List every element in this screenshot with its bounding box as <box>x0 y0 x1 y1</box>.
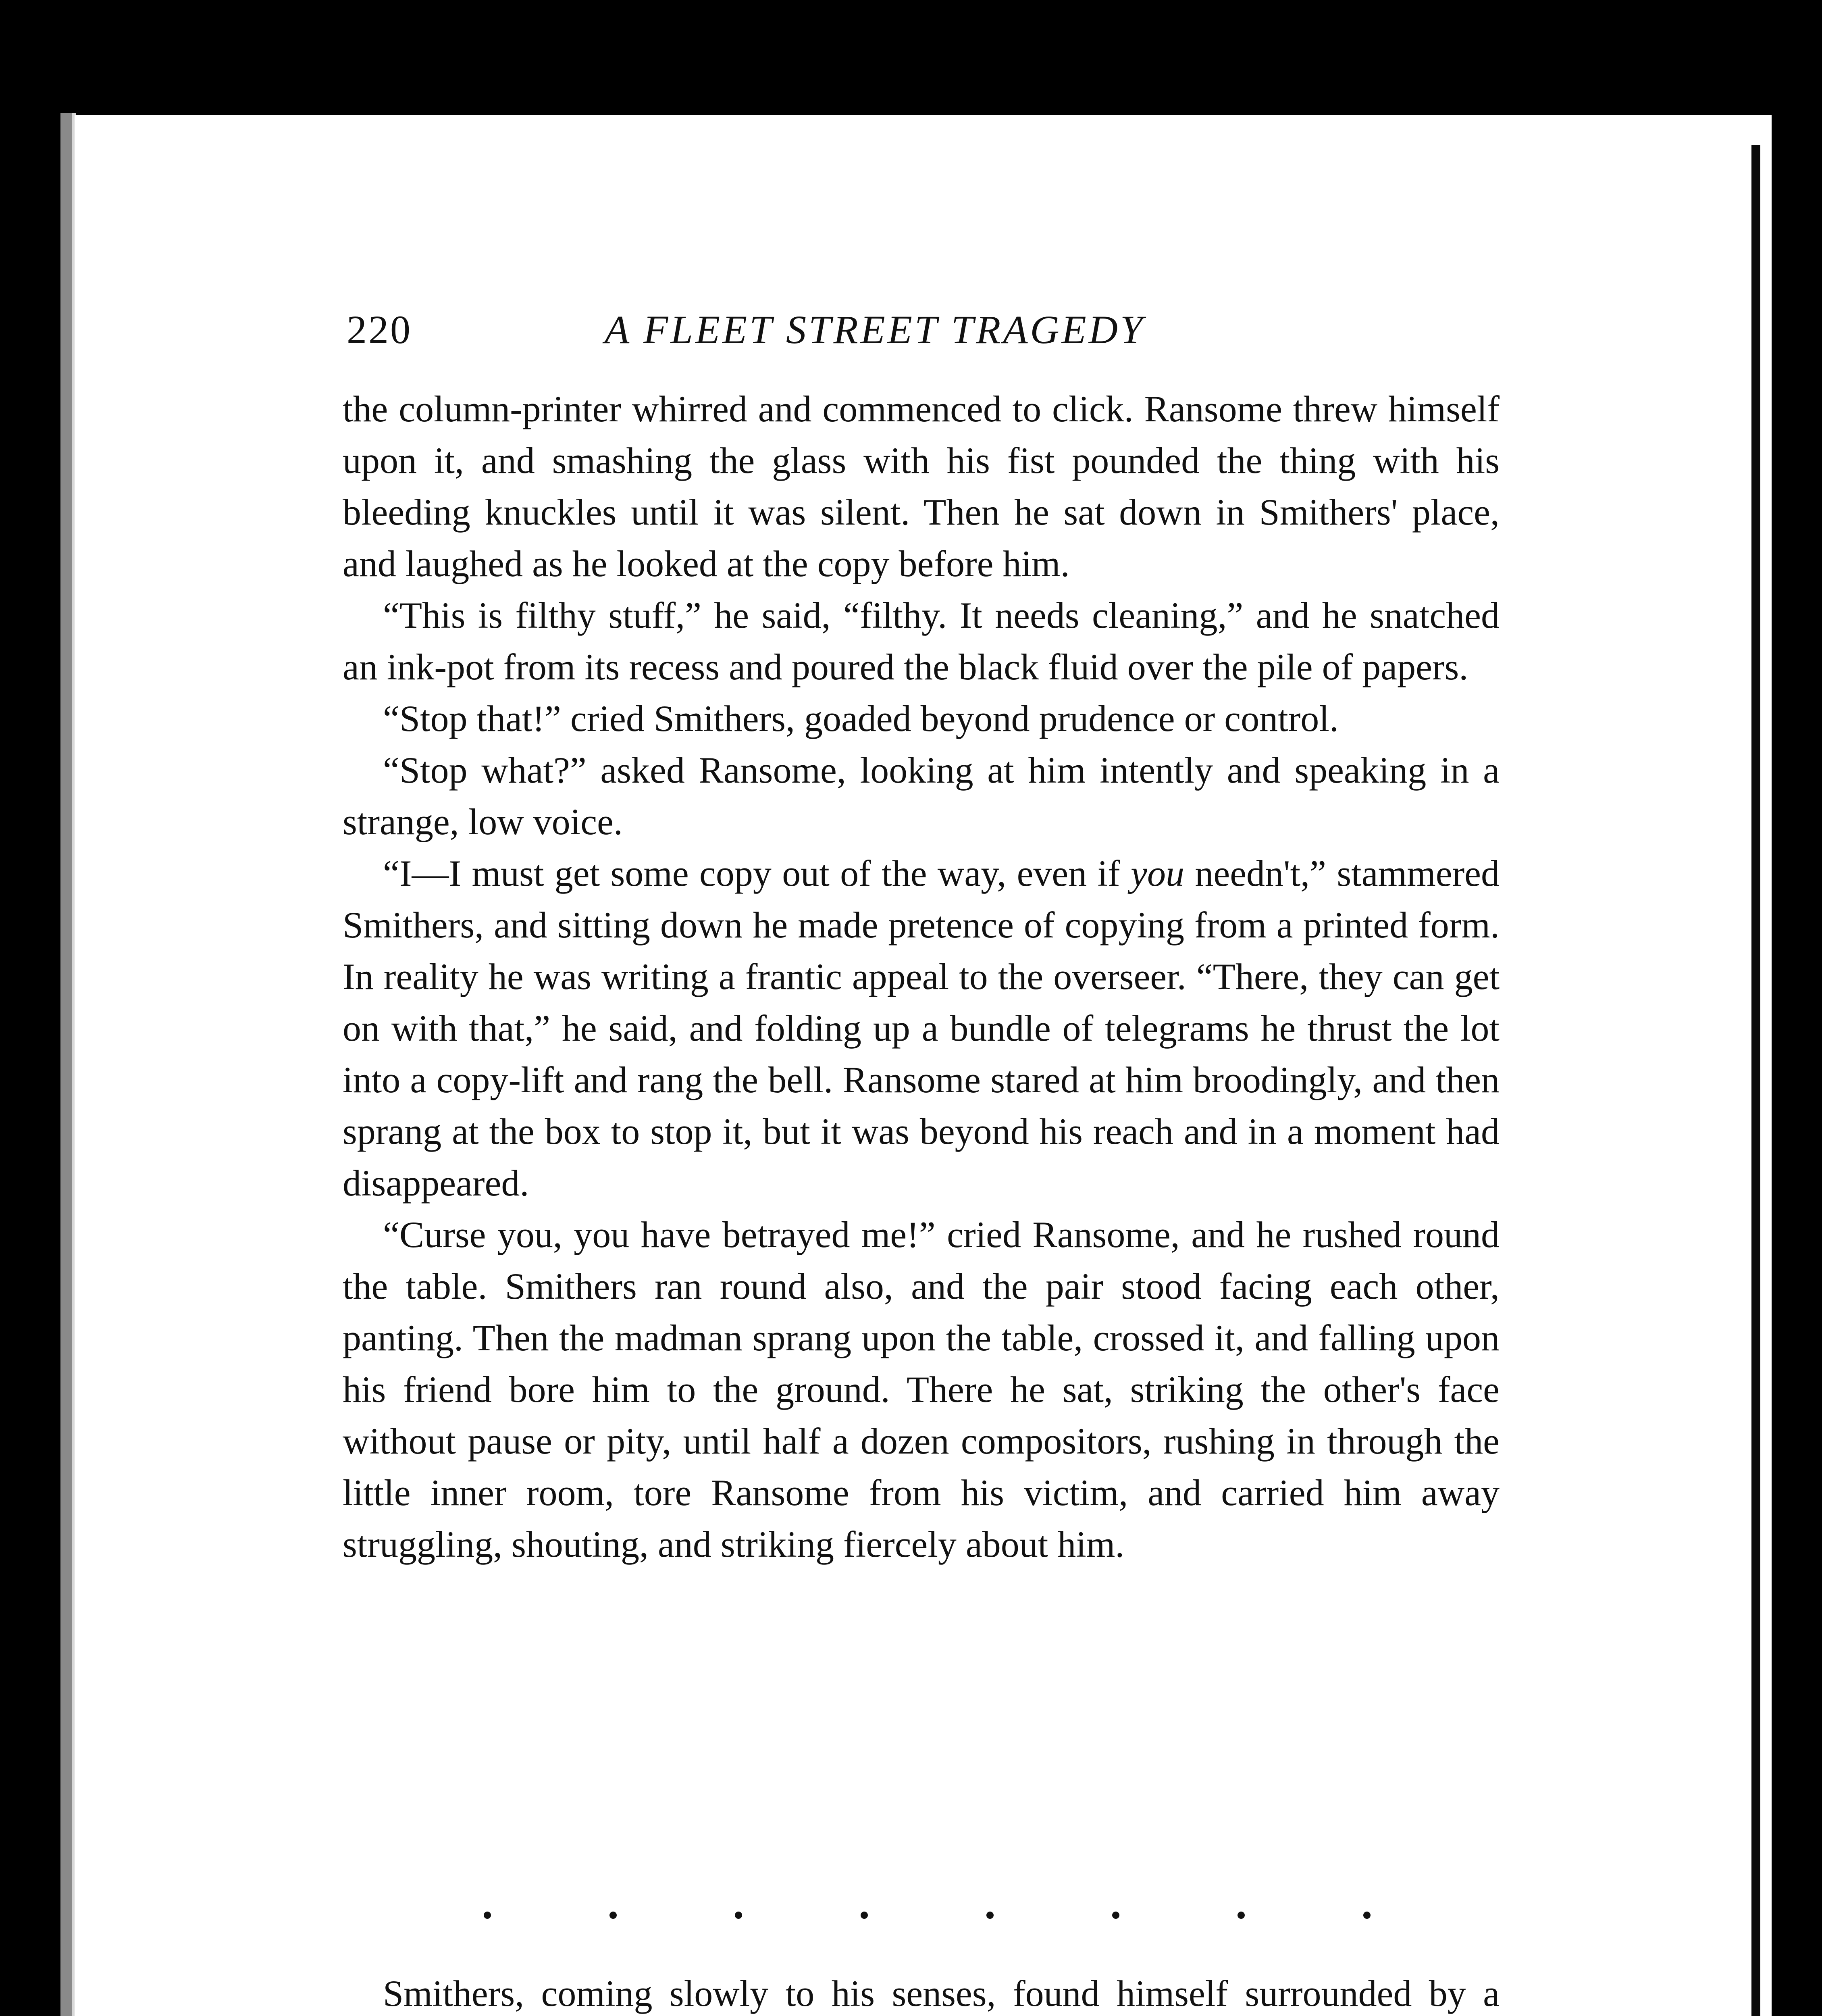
body-text-upper <box>343 383 1500 1570</box>
paragraph: “Stop what?” asked Ransome, looking at him intently and speaking in a strange, low voice. <box>343 750 1500 842</box>
section-break-dot <box>986 1912 994 1919</box>
section-break-dot <box>1363 1912 1371 1919</box>
section-break <box>484 1895 1371 1935</box>
page-number: 220 <box>347 307 412 352</box>
paragraph: “This is filthy stuff,” he said, “filthy. It needs cleaning,” and he snatched an ink-pot from its recess and poured the black fluid over the pile of papers. <box>343 595 1500 687</box>
paragraph-text: needn't,” stammered Smithers, and sitting down he made pretence of copying from a printed form. In reality he was writing a frantic appeal to the overseer. “There, they can get on with that,” he said, and folding up a bundle of telegrams he thrust the lot into a copy-lift and rang the bell. Ransome stared at him broodingly, and then sprang at the box to stop it, but it was beyond his reach and in a moment had disappeared. <box>343 853 1500 1204</box>
running-title: A FLEET STREET TRAGEDY <box>605 307 1145 352</box>
section-break-dot <box>1112 1912 1119 1919</box>
running-header <box>347 306 1500 363</box>
body-text-lower <box>343 1968 1500 2016</box>
section-break-dot <box>484 1912 491 1919</box>
section-break-dot <box>861 1912 868 1919</box>
section-break-dot <box>609 1912 617 1919</box>
section-break-dot <box>1238 1912 1245 1919</box>
paragraph: “Curse you, you have betrayed me!” cried Ransome, and he rushed round the table. Smithers ran round also, and the pair stood facing each other, panting. Then the madman sprang upon the table, crossed it, and falling upon his friend bore him to the ground. There he sat, striking the other's face without pause or pity, until half a dozen compositors, rushing in through the little inner room, tore Ransome from his victim, and carried him away struggling, shouting, and striking fiercely about him. <box>343 1214 1500 1565</box>
page-edge-shadow <box>60 113 72 2016</box>
paragraph <box>343 848 1500 1209</box>
paragraph: “Stop that!” cried Smithers, goaded beyond prudence or control. <box>383 698 1339 739</box>
section-break-dot <box>735 1912 742 1919</box>
paragraph: the column-printer whirred and commenced to click. Ransome threw himself upon it, and smashing the glass with his fist pounded the thing with his bleeding knuckles until it was silent. Then he sat down in Smithers' place, and laughed as he looked at the copy before him. <box>343 388 1500 584</box>
paragraph: Smithers, coming slowly to his senses, found himself surrounded by a <box>383 1973 1500 2014</box>
facing-page-edge <box>1751 145 1760 2016</box>
paragraph-text: “I—I must get some copy out of the way, even if <box>383 853 1131 894</box>
italic-emphasis: you <box>1131 853 1185 894</box>
